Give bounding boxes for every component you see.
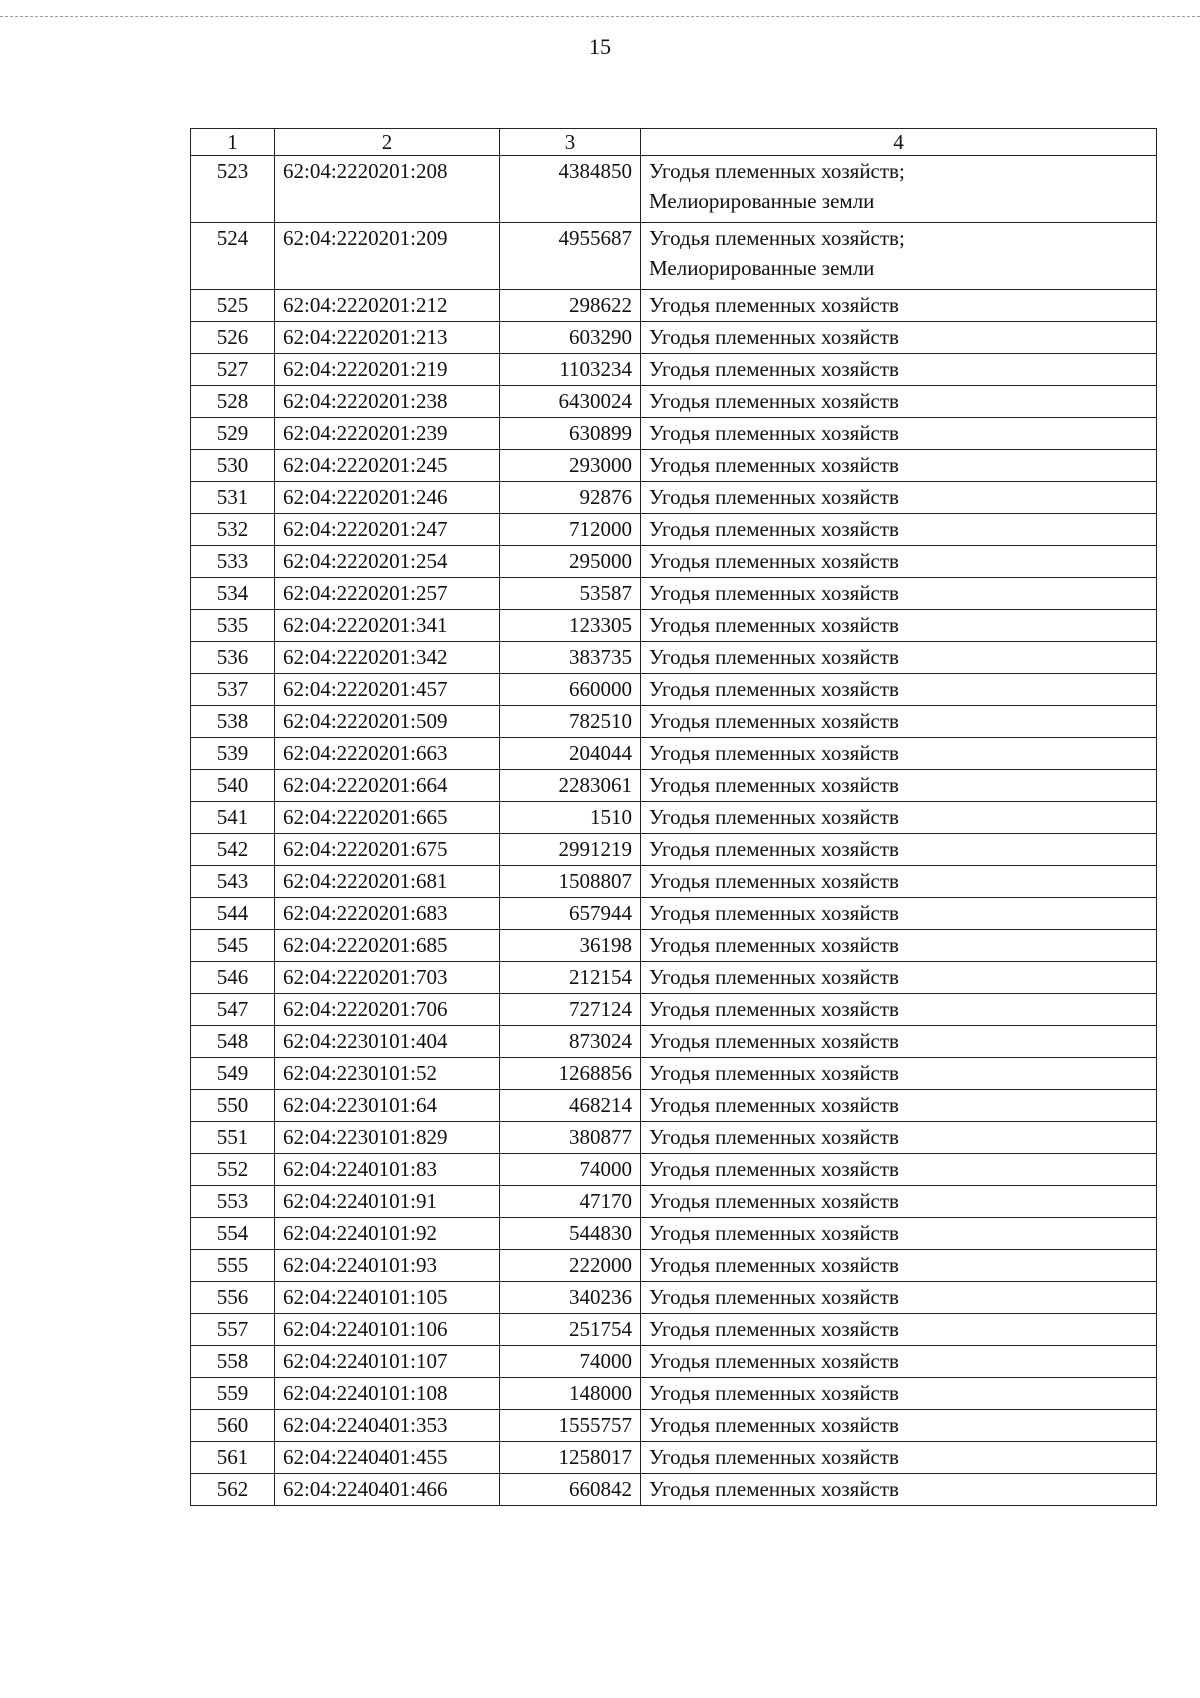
table-body [191, 156, 1157, 1506]
area-cell: 293000 [500, 450, 641, 482]
table-row [191, 418, 1157, 450]
land-category-cell [641, 802, 1157, 834]
land-category-line: Угодья племенных хозяйств [649, 965, 899, 989]
land-category-cell [641, 1058, 1157, 1090]
cadastral-number-cell: 62:04:2240101:92 [275, 1218, 500, 1250]
land-category-cell [641, 1442, 1157, 1474]
land-category-cell [641, 1378, 1157, 1410]
row-number-cell: 529 [191, 418, 275, 450]
row-number-cell: 533 [191, 546, 275, 578]
cadastral-number-cell: 62:04:2220201:342 [275, 642, 500, 674]
land-category-line: Угодья племенных хозяйств [649, 453, 899, 477]
cadastral-number-cell: 62:04:2220201:703 [275, 962, 500, 994]
table-row [191, 578, 1157, 610]
row-number-cell: 530 [191, 450, 275, 482]
land-category-line: Мелиорированные земли [649, 189, 875, 213]
land-category-cell [641, 610, 1157, 642]
land-category-line: Угодья племенных хозяйств [649, 1381, 899, 1405]
table-row [191, 1154, 1157, 1186]
row-number-cell: 555 [191, 1250, 275, 1282]
area-cell: 298622 [500, 290, 641, 322]
land-category-line: Угодья племенных хозяйств [649, 1221, 899, 1245]
row-number-cell: 527 [191, 354, 275, 386]
cadastral-number-cell: 62:04:2240101:83 [275, 1154, 500, 1186]
row-number-cell: 526 [191, 322, 275, 354]
table-row [191, 1314, 1157, 1346]
area-cell: 660842 [500, 1474, 641, 1506]
cadastral-number-cell: 62:04:2220201:683 [275, 898, 500, 930]
row-number-cell: 547 [191, 994, 275, 1026]
area-cell: 383735 [500, 642, 641, 674]
land-category-cell [641, 738, 1157, 770]
cadastral-number-cell: 62:04:2220201:212 [275, 290, 500, 322]
cadastral-number-cell: 62:04:2220201:247 [275, 514, 500, 546]
area-cell: 36198 [500, 930, 641, 962]
table-header-row [191, 129, 1157, 156]
land-category-line: Угодья племенных хозяйств [649, 325, 899, 349]
cadastral-number-cell: 62:04:2220201:664 [275, 770, 500, 802]
cadastral-number-cell: 62:04:2240101:106 [275, 1314, 500, 1346]
row-number-cell: 557 [191, 1314, 275, 1346]
cadastral-number-cell: 62:04:2220201:257 [275, 578, 500, 610]
land-category-line: Угодья племенных хозяйств [649, 1317, 899, 1341]
land-category-line: Угодья племенных хозяйств [649, 997, 899, 1021]
land-category-line: Угодья племенных хозяйств [649, 517, 899, 541]
land-category-cell [641, 578, 1157, 610]
table-row [191, 514, 1157, 546]
area-cell: 222000 [500, 1250, 641, 1282]
land-category-line: Угодья племенных хозяйств [649, 357, 899, 381]
area-cell: 727124 [500, 994, 641, 1026]
row-number-cell: 540 [191, 770, 275, 802]
cadastral-number-cell: 62:04:2220201:457 [275, 674, 500, 706]
land-category-cell [641, 642, 1157, 674]
land-category-cell [641, 1186, 1157, 1218]
row-number-cell: 561 [191, 1442, 275, 1474]
land-category-cell [641, 450, 1157, 482]
land-category-cell [641, 962, 1157, 994]
land-category-line: Угодья племенных хозяйств [649, 1093, 899, 1117]
row-number-cell: 544 [191, 898, 275, 930]
row-number-cell: 524 [191, 223, 275, 290]
table-row [191, 482, 1157, 514]
area-cell: 74000 [500, 1346, 641, 1378]
row-number-cell: 554 [191, 1218, 275, 1250]
land-category-line: Угодья племенных хозяйств [649, 549, 899, 573]
land-category-line: Угодья племенных хозяйств [649, 1189, 899, 1213]
area-cell: 74000 [500, 1154, 641, 1186]
land-category-cell [641, 674, 1157, 706]
land-category-line: Угодья племенных хозяйств [649, 805, 899, 829]
cadastral-number-cell: 62:04:2220201:341 [275, 610, 500, 642]
land-category-line: Угодья племенных хозяйств [649, 709, 899, 733]
header-col-3: 3 [500, 129, 641, 156]
area-cell: 123305 [500, 610, 641, 642]
land-category-line: Угодья племенных хозяйств [649, 645, 899, 669]
row-number-cell: 534 [191, 578, 275, 610]
row-number-cell: 525 [191, 290, 275, 322]
land-category-line: Угодья племенных хозяйств [649, 1477, 899, 1501]
land-category-line: Угодья племенных хозяйств [649, 901, 899, 925]
row-number-cell: 553 [191, 1186, 275, 1218]
land-category-cell [641, 290, 1157, 322]
row-number-cell: 543 [191, 866, 275, 898]
cadastral-number-cell: 62:04:2220201:685 [275, 930, 500, 962]
cadastral-number-cell: 62:04:2220201:213 [275, 322, 500, 354]
row-number-cell: 546 [191, 962, 275, 994]
cadastral-number-cell: 62:04:2230101:52 [275, 1058, 500, 1090]
cadastral-number-cell: 62:04:2220201:208 [275, 156, 500, 223]
table-row [191, 354, 1157, 386]
land-category-line: Угодья племенных хозяйств [649, 1125, 899, 1149]
cadastral-number-cell: 62:04:2240101:105 [275, 1282, 500, 1314]
land-category-cell [641, 770, 1157, 802]
area-cell: 204044 [500, 738, 641, 770]
land-category-line: Угодья племенных хозяйств [649, 1413, 899, 1437]
row-number-cell: 535 [191, 610, 275, 642]
land-category-cell [641, 1314, 1157, 1346]
land-category-cell [641, 322, 1157, 354]
cadastral-number-cell: 62:04:2240401:353 [275, 1410, 500, 1442]
table-row [191, 1410, 1157, 1442]
land-category-line: Угодья племенных хозяйств [649, 1445, 899, 1469]
land-category-cell [641, 1154, 1157, 1186]
area-cell: 712000 [500, 514, 641, 546]
cadastral-number-cell: 62:04:2220201:509 [275, 706, 500, 738]
land-category-cell [641, 1250, 1157, 1282]
land-category-line: Угодья племенных хозяйств [649, 581, 899, 605]
land-category-cell [641, 1346, 1157, 1378]
row-number-cell: 558 [191, 1346, 275, 1378]
row-number-cell: 532 [191, 514, 275, 546]
area-cell: 295000 [500, 546, 641, 578]
area-cell: 1508807 [500, 866, 641, 898]
land-category-line: Угодья племенных хозяйств [649, 613, 899, 637]
row-number-cell: 539 [191, 738, 275, 770]
cadastral-number-cell: 62:04:2220201:665 [275, 802, 500, 834]
table-row [191, 156, 1157, 223]
area-cell: 603290 [500, 322, 641, 354]
land-category-line: Угодья племенных хозяйств [649, 1157, 899, 1181]
land-category-line: Угодья племенных хозяйств [649, 1061, 899, 1085]
header-col-1: 1 [191, 129, 275, 156]
land-category-line: Угодья племенных хозяйств [649, 1253, 899, 1277]
header-col-2: 2 [275, 129, 500, 156]
area-cell: 212154 [500, 962, 641, 994]
row-number-cell: 562 [191, 1474, 275, 1506]
row-number-cell: 559 [191, 1378, 275, 1410]
land-category-cell [641, 482, 1157, 514]
area-cell: 251754 [500, 1314, 641, 1346]
row-number-cell: 548 [191, 1026, 275, 1058]
cadastral-number-cell: 62:04:2240101:108 [275, 1378, 500, 1410]
land-category-line: Угодья племенных хозяйств [649, 389, 899, 413]
land-plots-table [190, 128, 1157, 1506]
cadastral-number-cell: 62:04:2230101:829 [275, 1122, 500, 1154]
table-row [191, 962, 1157, 994]
land-category-line: Угодья племенных хозяйств [649, 837, 899, 861]
cadastral-number-cell: 62:04:2220201:675 [275, 834, 500, 866]
area-cell: 4955687 [500, 223, 641, 290]
table-row [191, 834, 1157, 866]
area-cell: 1268856 [500, 1058, 641, 1090]
land-category-cell [641, 866, 1157, 898]
area-cell: 47170 [500, 1186, 641, 1218]
land-category-cell [641, 994, 1157, 1026]
cadastral-number-cell: 62:04:2220201:254 [275, 546, 500, 578]
land-category-cell [641, 418, 1157, 450]
land-category-cell [641, 1090, 1157, 1122]
area-cell: 1555757 [500, 1410, 641, 1442]
area-cell: 2991219 [500, 834, 641, 866]
land-category-cell [641, 1218, 1157, 1250]
land-category-line: Угодья племенных хозяйств [649, 773, 899, 797]
cadastral-number-cell: 62:04:2220201:239 [275, 418, 500, 450]
row-number-cell: 549 [191, 1058, 275, 1090]
cadastral-number-cell: 62:04:2220201:219 [275, 354, 500, 386]
area-cell: 660000 [500, 674, 641, 706]
area-cell: 6430024 [500, 386, 641, 418]
table-row [191, 1218, 1157, 1250]
land-category-cell [641, 156, 1157, 223]
land-category-cell [641, 1122, 1157, 1154]
row-number-cell: 538 [191, 706, 275, 738]
row-number-cell: 523 [191, 156, 275, 223]
row-number-cell: 556 [191, 1282, 275, 1314]
table-row [191, 1282, 1157, 1314]
table-row [191, 642, 1157, 674]
land-category-line: Угодья племенных хозяйств [649, 485, 899, 509]
land-category-line: Угодья племенных хозяйств [649, 1029, 899, 1053]
table-row [191, 1346, 1157, 1378]
cadastral-number-cell: 62:04:2220201:238 [275, 386, 500, 418]
cadastral-number-cell: 62:04:2240101:93 [275, 1250, 500, 1282]
land-category-cell [641, 930, 1157, 962]
table-row [191, 1378, 1157, 1410]
area-cell: 1258017 [500, 1442, 641, 1474]
land-category-line: Угодья племенных хозяйств [649, 741, 899, 765]
table-row [191, 802, 1157, 834]
cadastral-number-cell: 62:04:2240101:107 [275, 1346, 500, 1378]
area-cell: 1103234 [500, 354, 641, 386]
cadastral-number-cell: 62:04:2220201:663 [275, 738, 500, 770]
area-cell: 468214 [500, 1090, 641, 1122]
area-cell: 53587 [500, 578, 641, 610]
land-category-cell [641, 834, 1157, 866]
table-row [191, 1474, 1157, 1506]
table-row [191, 1058, 1157, 1090]
scan-edge-line [0, 16, 1200, 17]
table-row [191, 1186, 1157, 1218]
table-row [191, 223, 1157, 290]
row-number-cell: 551 [191, 1122, 275, 1154]
land-category-cell [641, 386, 1157, 418]
area-cell: 148000 [500, 1378, 641, 1410]
row-number-cell: 542 [191, 834, 275, 866]
table-row [191, 1026, 1157, 1058]
land-category-line: Угодья племенных хозяйств; [649, 226, 905, 250]
land-category-cell [641, 706, 1157, 738]
cadastral-number-cell: 62:04:2240401:466 [275, 1474, 500, 1506]
row-number-cell: 560 [191, 1410, 275, 1442]
land-category-line: Мелиорированные земли [649, 256, 875, 280]
area-cell: 544830 [500, 1218, 641, 1250]
table-row [191, 290, 1157, 322]
land-category-line: Угодья племенных хозяйств [649, 933, 899, 957]
cadastral-number-cell: 62:04:2230101:64 [275, 1090, 500, 1122]
table-row [191, 1122, 1157, 1154]
table-row [191, 1250, 1157, 1282]
row-number-cell: 545 [191, 930, 275, 962]
row-number-cell: 552 [191, 1154, 275, 1186]
land-category-line: Угодья племенных хозяйств [649, 1285, 899, 1309]
cadastral-number-cell: 62:04:2220201:209 [275, 223, 500, 290]
area-cell: 873024 [500, 1026, 641, 1058]
land-category-cell [641, 1474, 1157, 1506]
cadastral-number-cell: 62:04:2230101:404 [275, 1026, 500, 1058]
row-number-cell: 536 [191, 642, 275, 674]
land-category-cell [641, 898, 1157, 930]
cadastral-number-cell: 62:04:2220201:246 [275, 482, 500, 514]
cadastral-number-cell: 62:04:2220201:706 [275, 994, 500, 1026]
land-category-cell [641, 1282, 1157, 1314]
land-category-cell [641, 1410, 1157, 1442]
area-cell: 380877 [500, 1122, 641, 1154]
land-category-line: Угодья племенных хозяйств [649, 293, 899, 317]
table-row [191, 866, 1157, 898]
row-number-cell: 537 [191, 674, 275, 706]
table-row [191, 386, 1157, 418]
row-number-cell: 550 [191, 1090, 275, 1122]
area-cell: 782510 [500, 706, 641, 738]
row-number-cell: 541 [191, 802, 275, 834]
table-row [191, 930, 1157, 962]
land-category-cell [641, 514, 1157, 546]
area-cell: 92876 [500, 482, 641, 514]
table-row [191, 898, 1157, 930]
land-category-cell [641, 223, 1157, 290]
row-number-cell: 528 [191, 386, 275, 418]
cadastral-number-cell: 62:04:2220201:245 [275, 450, 500, 482]
row-number-cell: 531 [191, 482, 275, 514]
table-row [191, 1442, 1157, 1474]
table-row [191, 450, 1157, 482]
page-number: 15 [589, 34, 611, 59]
table-header [191, 129, 1157, 156]
header-col-4: 4 [641, 129, 1157, 156]
area-cell: 340236 [500, 1282, 641, 1314]
land-category-cell [641, 546, 1157, 578]
cadastral-number-cell: 62:04:2240401:455 [275, 1442, 500, 1474]
table-row [191, 610, 1157, 642]
table-row [191, 322, 1157, 354]
table-row [191, 674, 1157, 706]
land-category-cell [641, 1026, 1157, 1058]
area-cell: 1510 [500, 802, 641, 834]
land-category-line: Угодья племенных хозяйств [649, 1349, 899, 1373]
area-cell: 2283061 [500, 770, 641, 802]
table-row [191, 706, 1157, 738]
land-category-line: Угодья племенных хозяйств; [649, 159, 905, 183]
land-category-cell [641, 354, 1157, 386]
table-row [191, 546, 1157, 578]
area-cell: 4384850 [500, 156, 641, 223]
land-category-line: Угодья племенных хозяйств [649, 421, 899, 445]
table-row [191, 994, 1157, 1026]
table-row [191, 1090, 1157, 1122]
area-cell: 630899 [500, 418, 641, 450]
table-row [191, 770, 1157, 802]
land-category-line: Угодья племенных хозяйств [649, 869, 899, 893]
cadastral-number-cell: 62:04:2220201:681 [275, 866, 500, 898]
cadastral-number-cell: 62:04:2240101:91 [275, 1186, 500, 1218]
table-row [191, 738, 1157, 770]
land-category-line: Угодья племенных хозяйств [649, 677, 899, 701]
area-cell: 657944 [500, 898, 641, 930]
